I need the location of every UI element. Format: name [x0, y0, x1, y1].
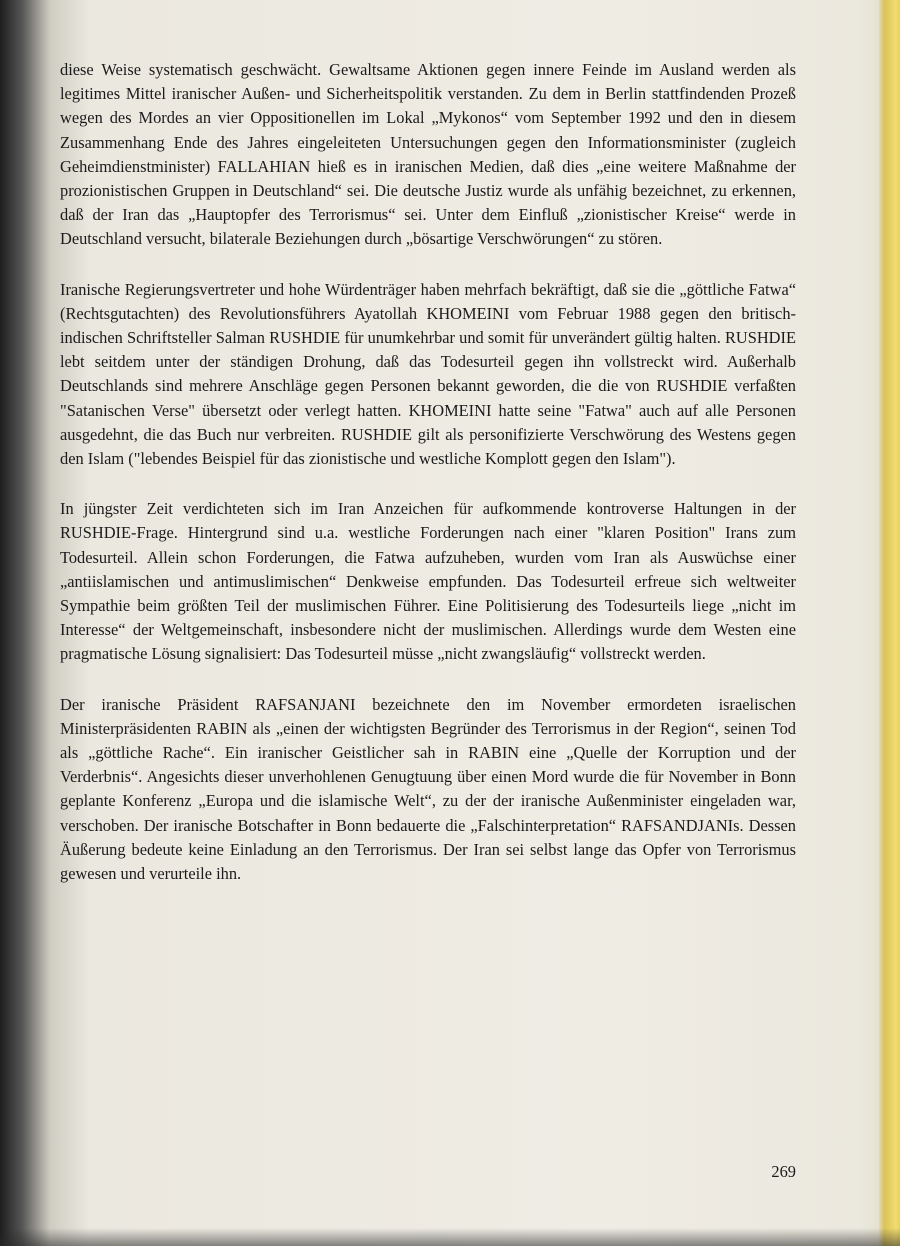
page-number: 269: [771, 1162, 796, 1181]
body-text: [60, 58, 796, 912]
paragraph-2: Iranische Regierungsvertreter und hohe Würdenträger haben mehrfach bekräftigt, daß sie die „göttliche Fatwa“ (Rechtsgutachten) des Revolutionsführers Ayatollah KHOMEINI vom Februar 1988 gegen den britisch-indischen Schriftsteller Salman RUSHDIE für unumkehrbar und somit für unverändert gültig halten. RUSHDIE lebt seitdem unter der ständigen Drohung, daß das Todesurteil gegen ihn vollstreckt wird. Außerhalb Deutschlands sind mehrere Anschläge gegen Personen bekannt geworden, die die von RUSHDIE verfaßten "Satanischen Verse" übersetzt oder verlegt hatten. KHOMEINI hatte seine "Fatwa" auch auf alle Personen ausgedehnt, die das Buch nur verbreiten. RUSHDIE gilt als personifizierte Verschwörung des Westens gegen den Islam ("lebendes Beispiel für das zionistische und westliche Komplott gegen den Islam").: [60, 279, 796, 469]
paragraph-1: diese Weise systematisch geschwächt. Gewaltsame Aktionen gegen innere Feinde im Ausland werden als legitimes Mittel iranischer Außen- und Sicherheitspolitik verstanden. Zu dem in Berlin stattfindenden Prozeß wegen des Mordes an vier Oppositionellen im Lokal „Mykonos“ vom September 1992 und den in diesem Zusammenhang Ende des Jahres eingeleiteten Untersuchungen gegen den Informationsminister (zugleich Geheimdienstminister) FALLAHIAN hieß es in iranischen Medien, daß dies „eine weitere Maßnahme der prozionistischen Gruppen in Deutschland“ sei. Die deutsche Justiz wurde als unfähig bezeichnet, zu erkennen, daß der Iran das „Hauptopfer des Terrorismus“ sei. Unter dem Einfluß „zionistischer Kreise“ werde in Deutschland versucht, bilaterale Beziehungen durch „bösartige Verschwörungen“ zu stören.: [60, 60, 796, 249]
paragraph-4: Der iranische Präsident RAFSANJANI bezeichnete den im November ermordeten israelischen Ministerpräsidenten RABIN als „einen der wichtigsten Begründer des Terrorismus in der Region“, seinen Tod als „göttliche Rache“. Ein iranischer Geistlicher sah in RABIN eine „Quelle der Korruption und der Verderbnis“. Angesichts dieser unverhohlenen Genugtuung über einen Mord wurde die für November in Bonn geplante Konferenz „Europa und die islamische Welt“, zu der der iranische Außenminister eingeladen war, verschoben. Der iranische Botschafter in Bonn bedauerte die „Falschinterpretation“ RAFSANDJANIs. Dessen Äußerung bedeute keine Einladung an den Terrorismus. Der Iran sei selbst lange das Opfer von Terrorismus gewesen und verurteile ihn.: [60, 694, 796, 884]
paragraph-3: In jüngster Zeit verdichteten sich im Iran Anzeichen für aufkommende kontroverse Haltungen in der RUSHDIE-Frage. Hintergrund sind u.a. westliche Forderungen nach einer "klaren Position" Irans zum Todesurteil. Allein schon Forderungen, die Fatwa aufzuheben, wurden vom Iran als Auswüchse einer „antiislamischen und antimuslimischen“ Denkweise empfunden. Das Todesurteil erfreue sich weltweiter Sympathie beim größten Teil der muslimischen Führer. Eine Politisierung des Todesurteils liege „nicht im Interesse“ der Weltgemeinschaft, insbesondere nicht der muslimischen. Allerdings wurde dem Westen eine pragmatische Lösung signalisiert: Das Todesurteil müsse „nicht zwangsläufig“ vollstreckt werden.: [60, 499, 796, 664]
